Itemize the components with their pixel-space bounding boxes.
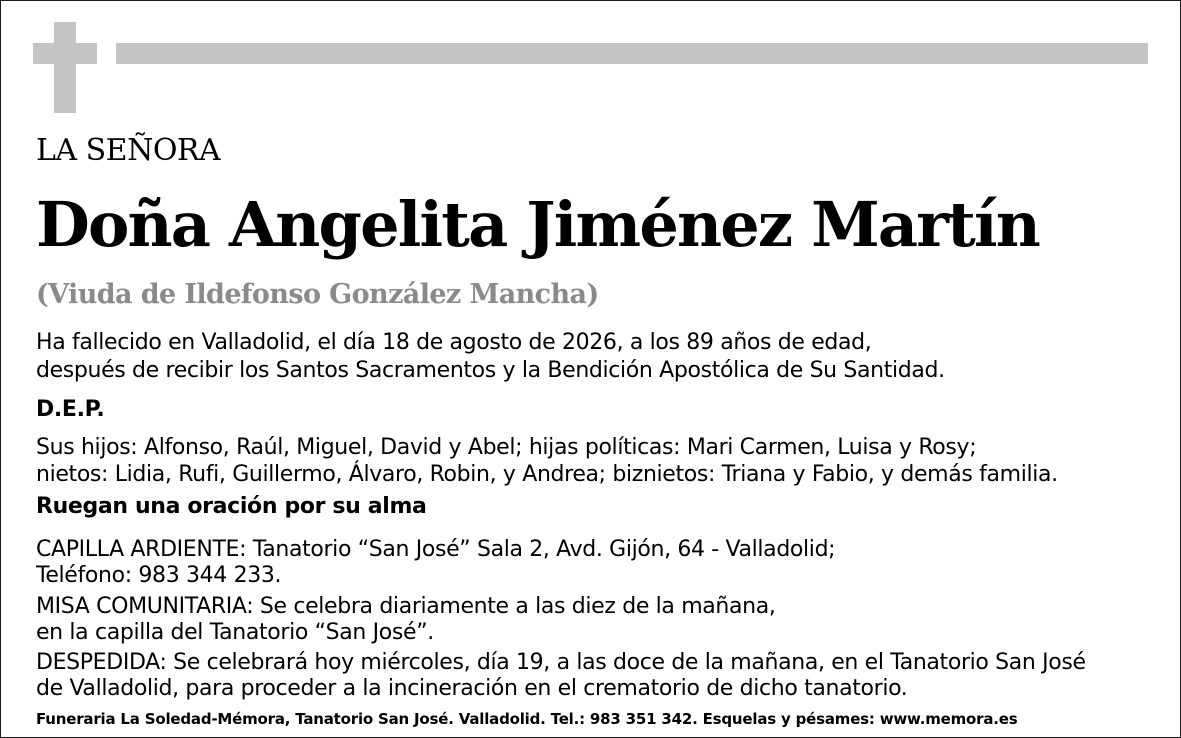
death-line-1: Ha fallecido en Valladolid, el día 18 de agosto de 2026, a los 89 años de edad,: [36, 330, 872, 355]
honorific: LA SEÑORA: [36, 133, 221, 168]
funeral-home-footer: Funeraria La Soledad-Mémora, Tanatorio San José. Valladolid. Tel.: 983 351 342. Esquelas y pésames: www.memora.es: [36, 710, 1018, 728]
prayer-request: Ruegan una oración por su alma: [36, 494, 427, 519]
capilla-line-1: CAPILLA ARDIENTE: Tanatorio “San José” Sala 2, Avd. Gijón, 64 - Valladolid;: [36, 537, 836, 562]
deceased-name: Doña Angelita Jiménez Martín: [36, 188, 1040, 261]
widow-line: (Viuda de Ildefonso González Mancha): [36, 279, 599, 310]
cross-vertical-bar: [54, 22, 76, 113]
misa-line-2: en la capilla del Tanatorio “San José”.: [36, 620, 434, 645]
family-line-1: Sus hijos: Alfonso, Raúl, Miguel, David y Abel; hijas políticas: Mari Carmen, Luisa y Rosy;: [36, 435, 977, 460]
header-rule: [116, 43, 1148, 64]
dep-label: D.E.P.: [36, 397, 105, 422]
capilla-line-2: Teléfono: 983 344 233.: [36, 563, 282, 588]
despedida-line-1: DESPEDIDA: Se celebrará hoy miércoles, día 19, a las doce de la mañana, en el Tanatorio San José: [36, 650, 1086, 675]
death-line-2: después de recibir los Santos Sacramentos y la Bendición Apostólica de Su Santidad.: [36, 358, 945, 383]
family-line-2: nietos: Lidia, Rufi, Guillermo, Álvaro, Robin, y Andrea; biznietos: Triana y Fabio, y demás familia.: [36, 462, 1058, 487]
cross-horizontal-bar: [33, 43, 97, 64]
misa-line-1: MISA COMUNITARIA: Se celebra diariamente a las diez de la mañana,: [36, 594, 776, 619]
despedida-line-2: de Valladolid, para proceder a la incineración en el crematorio de dicho tanatorio.: [36, 676, 908, 701]
